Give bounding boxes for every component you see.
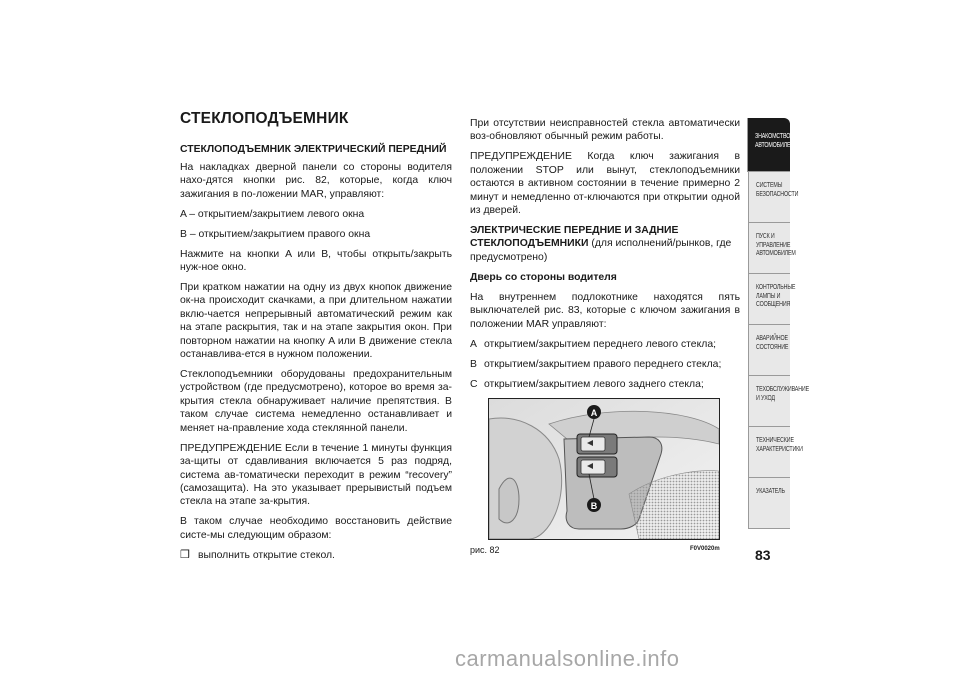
paragraph: Стеклоподъемники оборудованы предохранительным устройством (где предусмотрено), которое во время за-крытия стекла обнаруживает наличие препятствия. В таком случае система немедленно останавливает и меняет на-правление хода стеклянной панели.: [180, 369, 452, 434]
paragraph: A – открытием/закрытием левого окна: [180, 208, 365, 220]
list-item: A открытием/закрытием переднего левого стекла;: [470, 338, 716, 350]
paragraph: На накладках дверной панели со стороны водителя нахо-дятся кнопки рис. 82, которые, когда ключ зажигания в по-ложении MAR, управляют:: [180, 161, 452, 200]
section-heading: СТЕКЛОПОДЪЕМНИК ЭЛЕКТРИЧЕСКИЙ ПЕРЕДНИЙ: [180, 144, 447, 156]
paragraph: Нажмите на кнопки A или B, чтобы открыть/закрыть нуж-ное окно.: [180, 248, 452, 274]
bullet-text: выполнить открытие стекол.: [198, 549, 335, 561]
callout-a: A: [590, 408, 598, 418]
subheading: Дверь со стороны водителя: [470, 271, 617, 283]
chapter-tabs: [748, 118, 809, 529]
section-heading: ЭЛЕКТРИЧЕСКИЕ ПЕРЕДНИЕ И ЗАДНИЕ СТЕКЛОПОДЪЕМНИКИ (для исполнений/рынков, где предусмотрено): [470, 225, 732, 263]
paragraph: B – открытием/закрытием правого окна: [180, 228, 371, 240]
figure-caption: рис. 82: [470, 545, 500, 555]
tab-starting-driving[interactable]: ПУСК И УПРАВЛЕНИЕ АВТОМОБИЛЕМ: [748, 223, 790, 274]
tab-technical-specs[interactable]: ТЕХНИЧЕСКИЕ ХАРАКТЕРИСТИКИ: [748, 427, 790, 478]
tab-safety[interactable]: СИСТЕМЫ БЕЗОПАСНОСТИ: [748, 172, 790, 223]
tab-getting-to-know[interactable]: ЗНАКОМСТВО С АВТОМОБИЛЕМ: [747, 118, 790, 172]
watermark: carmanualsonline.info: [455, 646, 680, 671]
tab-maintenance[interactable]: ТЕХОБСЛУЖИВАНИЕ И УХОД: [748, 376, 790, 427]
list-item: C открытием/закрытием левого заднего стекла;: [470, 378, 704, 390]
left-column: [180, 112, 452, 562]
callout-b: B: [590, 501, 598, 511]
tab-index[interactable]: УКАЗАТЕЛЬ: [748, 478, 790, 529]
window-switch-figure: [488, 398, 720, 540]
heading-note: (для исполнений/рынков, где предусмотрено): [470, 238, 732, 263]
tab-emergency[interactable]: АВАРИЙНОЕ СОСТОЯНИЕ: [748, 325, 790, 376]
paragraph: ПРЕДУПРЕЖДЕНИЕ Когда ключ зажигания в положении STOP или вынут, стеклоподъемники остаются в активном состоянии в течение примерно 2 минут и немедленно от-ключаются при открытии одной из дверей.: [470, 151, 740, 217]
figure-code: F0V0020m: [690, 546, 720, 552]
bullet-item: [180, 549, 452, 562]
tab-warning-lights[interactable]: КОНТРОЛЬНЫЕ ЛАМПЫ И СООБЩЕНИЯ: [748, 274, 790, 325]
door-panel-illustration: [489, 399, 719, 539]
list-item: B открытием/закрытием правого переднего стекла;: [470, 358, 722, 370]
paragraph: В таком случае необходимо восстановить действие систе-мы следующим образом:: [180, 516, 452, 541]
paragraph: При кратком нажатии на одну из двух кнопок движение ок-на происходит скачками, а при длительном нажатии вклю-чается непрерывный автоматический режим как на этапе раскрытия, так и на этапе закрытия окон. При повторном нажатии на кнопку A или B движение стекла останавлива-ется в нужном положении.: [180, 282, 452, 361]
paragraph: При отсутствии неисправностей стекла автоматически воз-обновляют обычный режим работы.: [470, 118, 740, 143]
page-number: 83: [755, 547, 771, 563]
page-title: СТЕКЛОПОДЪЕМНИК: [180, 110, 349, 127]
checkbox-bullet-icon: ❒: [180, 548, 190, 561]
paragraph: ПРЕДУПРЕЖДЕНИЕ Если в течение 1 минуты функция за-щиты от сдавливания включается 5 раз подряд, система ав-томатически переходит в режим “recovery” (самозащита). На это указывает прерывистый подъем стекла на этапе за-крытия.: [180, 442, 452, 508]
right-column: [470, 117, 740, 398]
paragraph: На внутреннем подлокотнике находятся пять выключателей рис. 83, которые с ключом зажигания в положении MAR управляют:: [470, 291, 740, 330]
